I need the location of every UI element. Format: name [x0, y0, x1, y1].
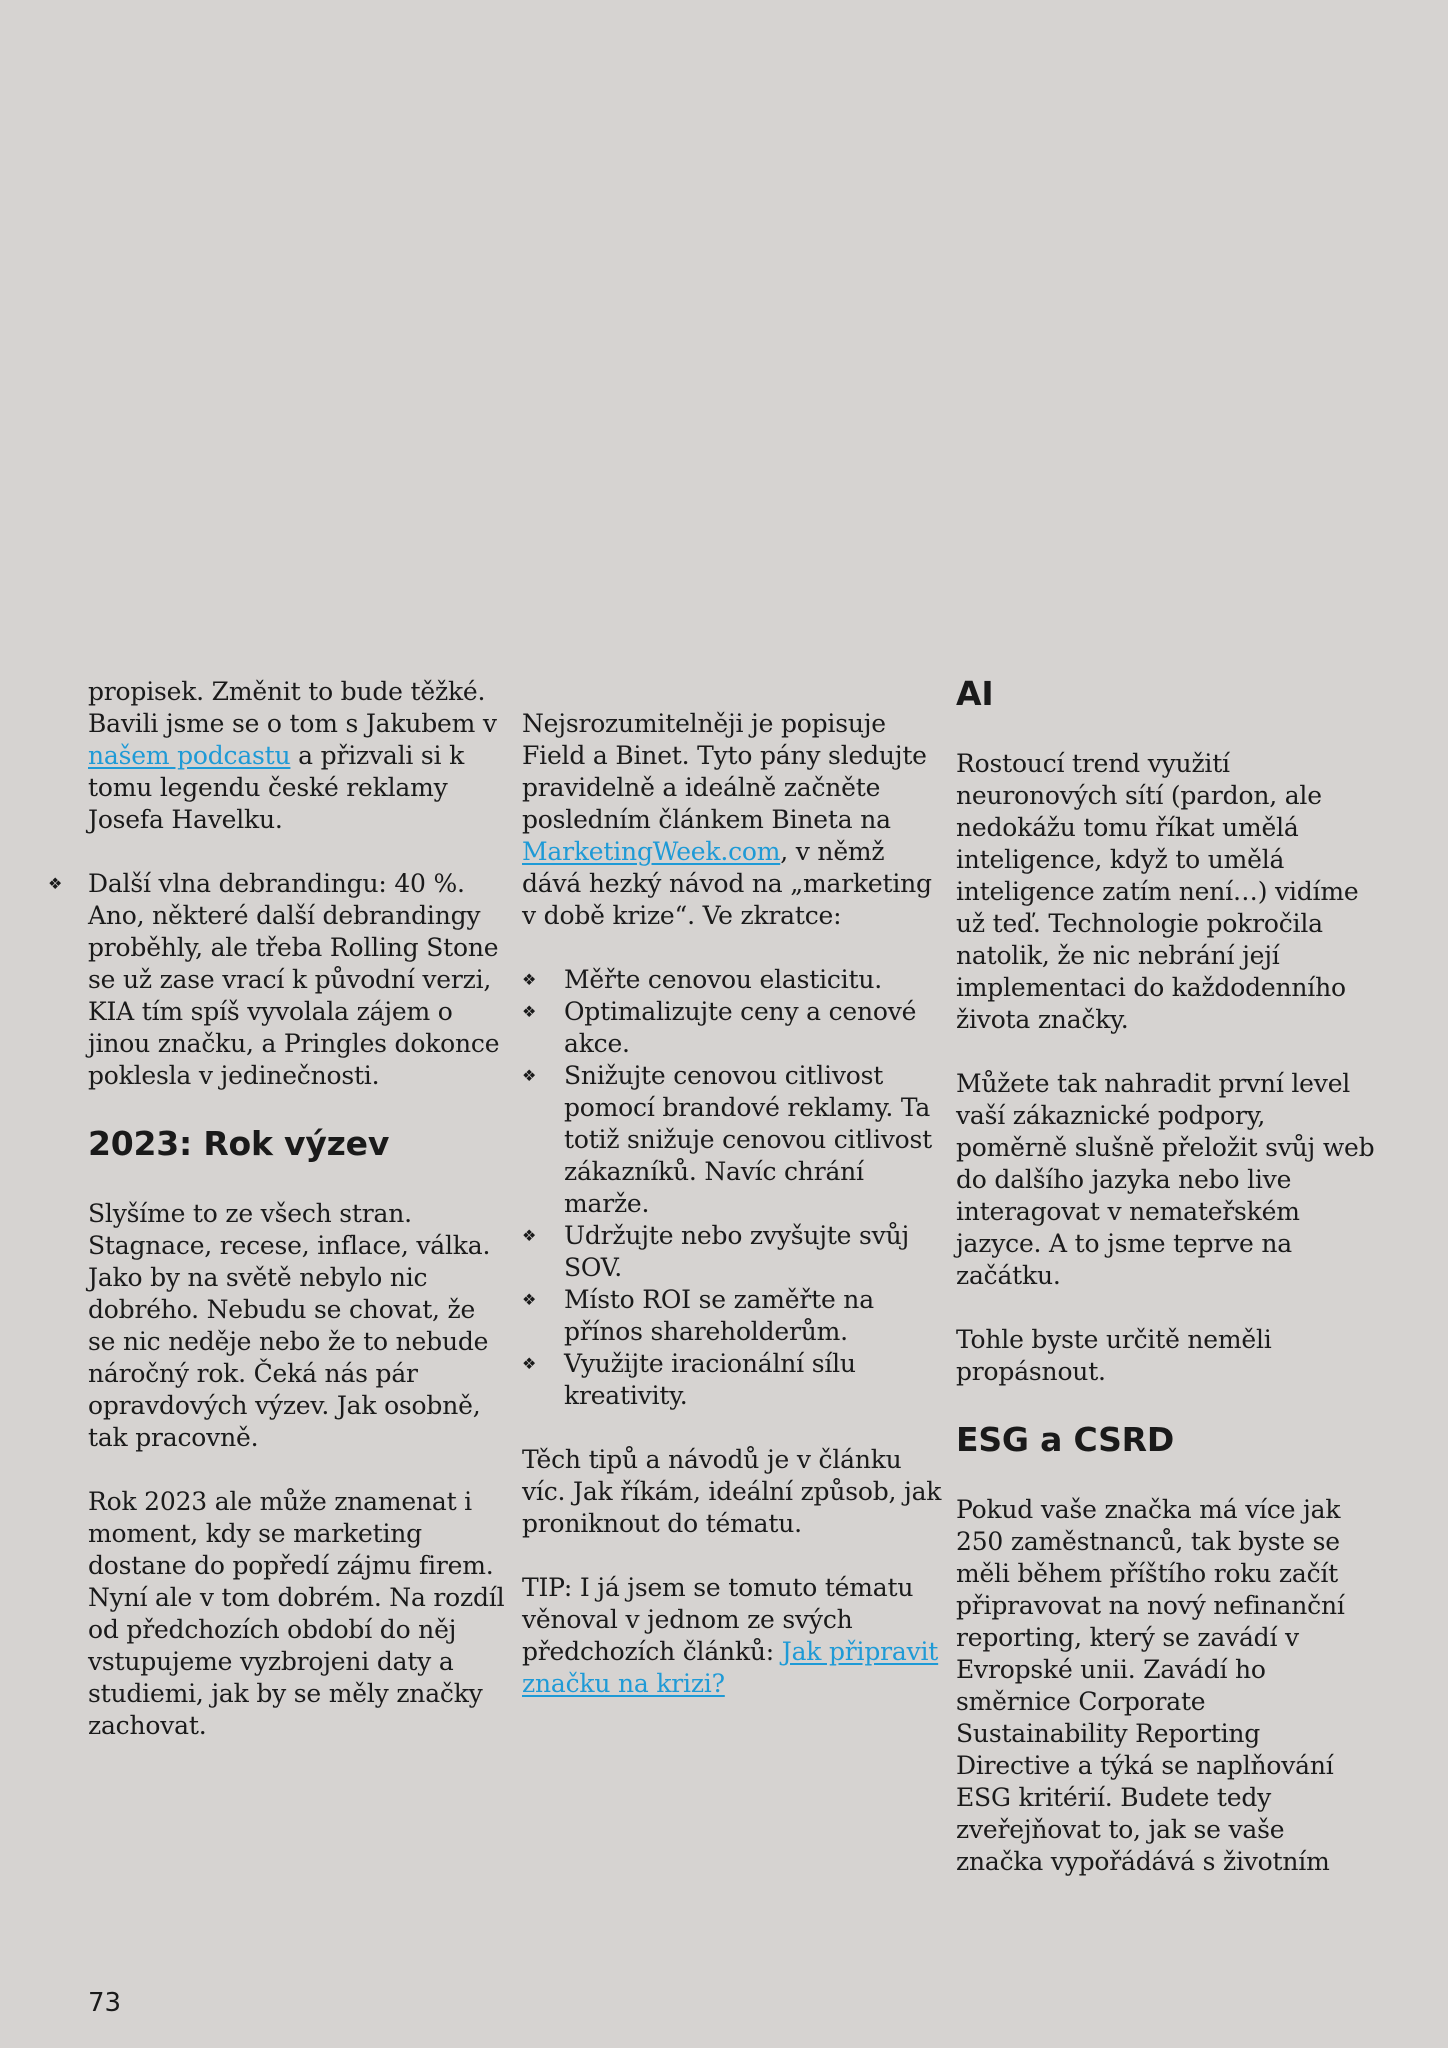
- list-item-text: Další vlna debrandingu: 40 %. Ano, některé další debrandingy proběhly, ale třeba Rolling Stone se už zase vrací k původní verzi, KIA tím spíš vyvolala zájem o jinou značku, a Pringles dokonce poklesla v jedinečnosti.: [88, 869, 500, 1090]
- section-heading: 2023: Rok výzev: [88, 1124, 390, 1163]
- bullet-icon: ❖: [522, 1354, 537, 1373]
- list-item-text: Využijte iracionální sílu kreativity.: [564, 1349, 856, 1410]
- list-item: [522, 1060, 942, 1220]
- paragraph: Můžete tak nahradit první level vaší zákaznické podpory, poměrně slušně přeložit svůj web do dalšího jazyka nebo live interagovat v nemateřském jazyce. A to jsme teprve na začátku.: [956, 1069, 1375, 1290]
- list-item: [522, 964, 942, 996]
- text: a přizvali si k tomu legendu české reklamy Josefa Havelku.: [88, 741, 465, 834]
- section-heading-esg: ESG a CSRD: [956, 1420, 1175, 1459]
- bullet-icon: ❖: [522, 970, 537, 989]
- page-number: 73: [88, 1988, 122, 2018]
- list-item: [48, 868, 508, 1092]
- list-item-text: Optimalizujte ceny a cenové akce.: [564, 997, 917, 1058]
- bullet-icon: ❖: [522, 1226, 537, 1245]
- paragraph: Pokud vaše značka má více jak 250 zaměstnanců, tak byste se měli během příštího roku začít připravovat na nový nefinanční reporting, který se zavádí v Evropské unii. Zavádí ho směrnice Corporate Sustainability Reporting Directive a týká se naplňování ESG kritérií. Budete tedy zveřejňovat to, jak se vaše značka vypořádává s životním: [956, 1495, 1345, 1876]
- text: Nejsrozumitelněji je popisuje Field a Binet. Tyto pány sledujte pravidelně a ideálně začněte posledním článkem Bineta na: [522, 709, 927, 834]
- article-column-1: [48, 676, 508, 1774]
- list-item: [522, 1220, 942, 1284]
- marketingweek-link[interactable]: MarketingWeek.com: [522, 837, 781, 866]
- list-item-text: Udržujte nebo zvyšujte svůj SOV.: [564, 1221, 910, 1282]
- paragraph: Těch tipů a návodů je v článku víc. Jak říkám, ideální způsob, jak proniknout do tématu.: [522, 1445, 942, 1538]
- paragraph: [522, 1572, 942, 1700]
- bullet-icon: ❖: [522, 1290, 537, 1309]
- paragraph: Rostoucí trend využití neuronových sítí (pardon, ale nedokážu tomu říkat umělá inteligence, když to umělá inteligence zatím není…) vidíme už teď. Technologie pokročila natolik, že nic nebrání její implementaci do každodenního života značky.: [956, 749, 1359, 1034]
- list-item: [522, 996, 942, 1060]
- text: , v němž dává hezký návod na „marketing v době krize“. Ve zkratce:: [522, 837, 932, 930]
- bullet-list: [48, 868, 508, 1092]
- bullet-icon: ❖: [522, 1002, 537, 1021]
- paragraph: Rok 2023 ale může znamenat i moment, kdy se marketing dostane do popředí zájmu firem. Nyní ale v tom dobrém. Na rozdíl od předchozích období do něj vstupujeme vyzbrojeni daty a studiemi, jak by se měly značky zachovat.: [88, 1487, 505, 1740]
- article-column-2: [522, 708, 942, 1732]
- bullet-icon: ❖: [522, 1066, 537, 1085]
- text: propisek. Změnit to bude těžké. Bavili jsme se o tom s Jakubem v: [88, 677, 497, 738]
- paragraph: Slyšíme to ze všech stran. Stagnace, recese, inflace, válka. Jako by na světě nebylo nic dobrého. Nebudu se chovat, že se nic neděje nebo že to nebude náročný rok. Čeká nás pár opravdových výzev. Jak osobně, tak pracovně.: [88, 1199, 491, 1452]
- section-heading-ai: AI: [956, 674, 994, 713]
- paragraph: [88, 676, 508, 836]
- list-item-text: Místo ROI se zaměřte na přínos shareholderům.: [564, 1285, 874, 1346]
- podcast-link[interactable]: našem podcastu: [88, 741, 291, 770]
- list-item-text: Snižujte cenovou citlivost pomocí brandové reklamy. Ta totiž snižuje cenovou citlivost zákazníků. Navíc chrání marže.: [564, 1061, 933, 1218]
- paragraph: Tohle byste určitě neměli propásnout.: [956, 1325, 1272, 1386]
- list-item: [522, 1348, 942, 1412]
- list-item: [522, 1284, 942, 1348]
- list-item-text: Měřte cenovou elasticitu.: [564, 965, 882, 994]
- text: TIP: I já jsem se tomuto tématu věnoval v jednom ze svých předchozích článků:: [522, 1573, 914, 1666]
- bullet-icon: ❖: [48, 874, 63, 893]
- paragraph: [522, 708, 942, 932]
- article-column-3: [956, 674, 1376, 1910]
- article-link[interactable]: Jak připravit značku na krizi?: [522, 1637, 939, 1698]
- tips-list: [522, 964, 942, 1412]
